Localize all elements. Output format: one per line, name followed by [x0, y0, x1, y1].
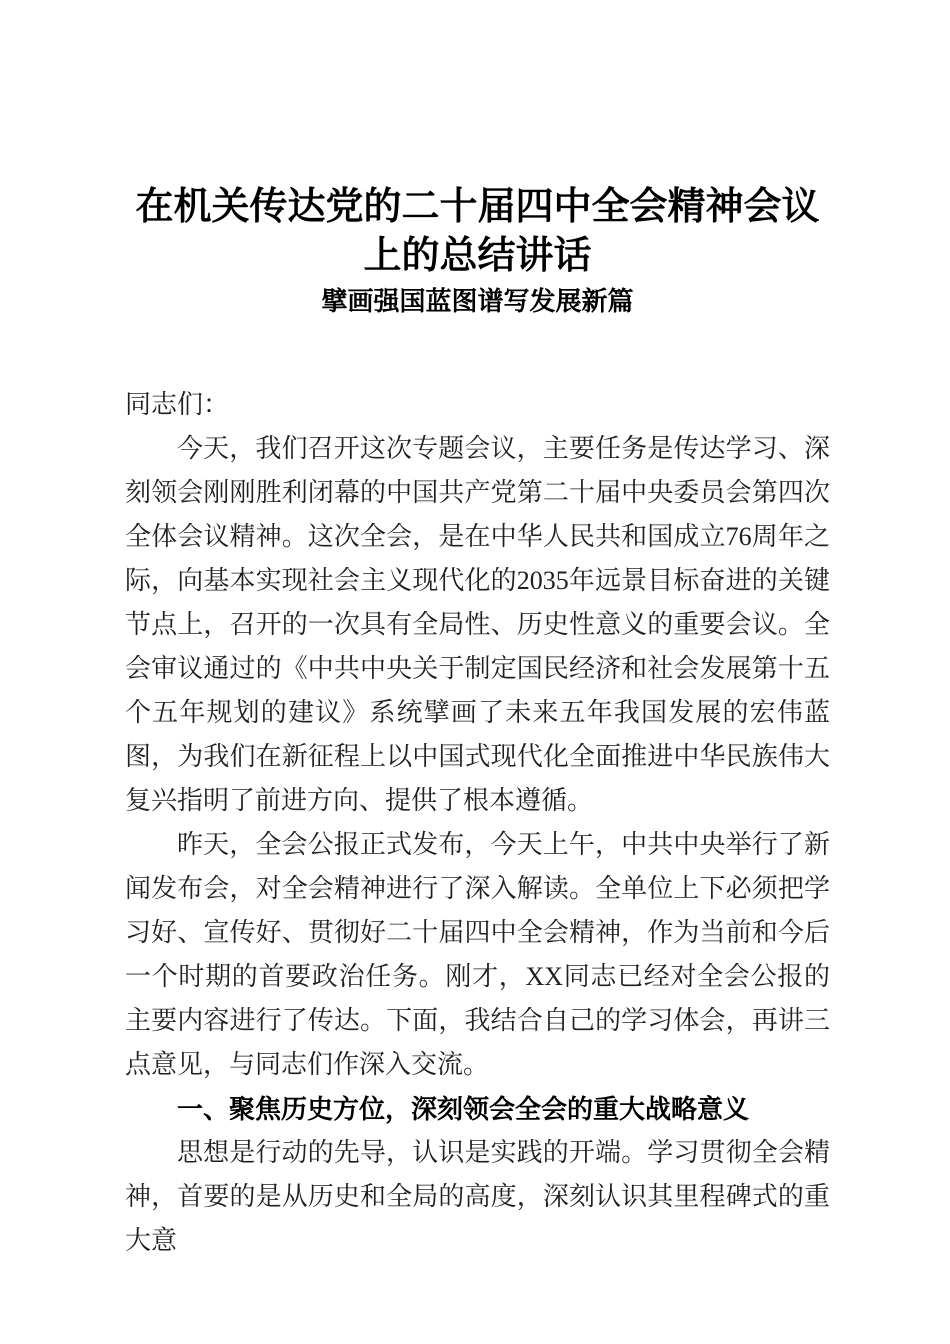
paragraph: 昨天，全会公报正式发布，今天上午，中共中央举行了新闻发布会，对全会精神进行了深入解读。全单位上下必须把学习好、宣传好、贯彻好二十届四中全会精神，作为当前和今后一个时期的首要政治任务。刚才，XX同志已经对全会公报的主要内容进行了传达。下面，我结合自己的学习体会，再讲三点意见，与同志们作深入交流。 — [125, 830, 830, 1079]
document-title: 在机关传达党的二十届四中全会精神会议上的总结讲话 — [135, 186, 820, 277]
paragraph: 同志们： — [125, 390, 230, 419]
document-body — [125, 383, 830, 1263]
section-heading: 一、聚焦历史方位，深刻领会全会的重大战略意义 — [177, 1094, 750, 1124]
document-subtitle: 擘画强国蓝图谱写发展新篇 — [321, 286, 634, 316]
paragraph: 今天，我们召开这次专题会议，主要任务是传达学习、深刻领会刚刚胜利闭幕的中国共产党第二十届中央委员会第四次全体会议精神。这次全会，是在中华人民共和国成立76周年之际，向基本实现社会主义现代化的2035年远景目标奋进的关键节点上，召开的一次具有全局性、历史性意义的重要会议。全会审议通过的《中共中央关于制定国民经济和社会发展第十五个五年规划的建议》系统擘画了未来五年我国发展的宏伟蓝图，为我们在新征程上以中国式现代化全面推进中华民族伟大复兴指明了前进方向、提供了根本遵循。 — [125, 434, 830, 815]
paragraph: 思想是行动的先导，认识是实践的开端。学习贯彻全会精神，首要的是从历史和全局的高度，深刻认识其里程碑式的重大意 — [125, 1138, 830, 1255]
